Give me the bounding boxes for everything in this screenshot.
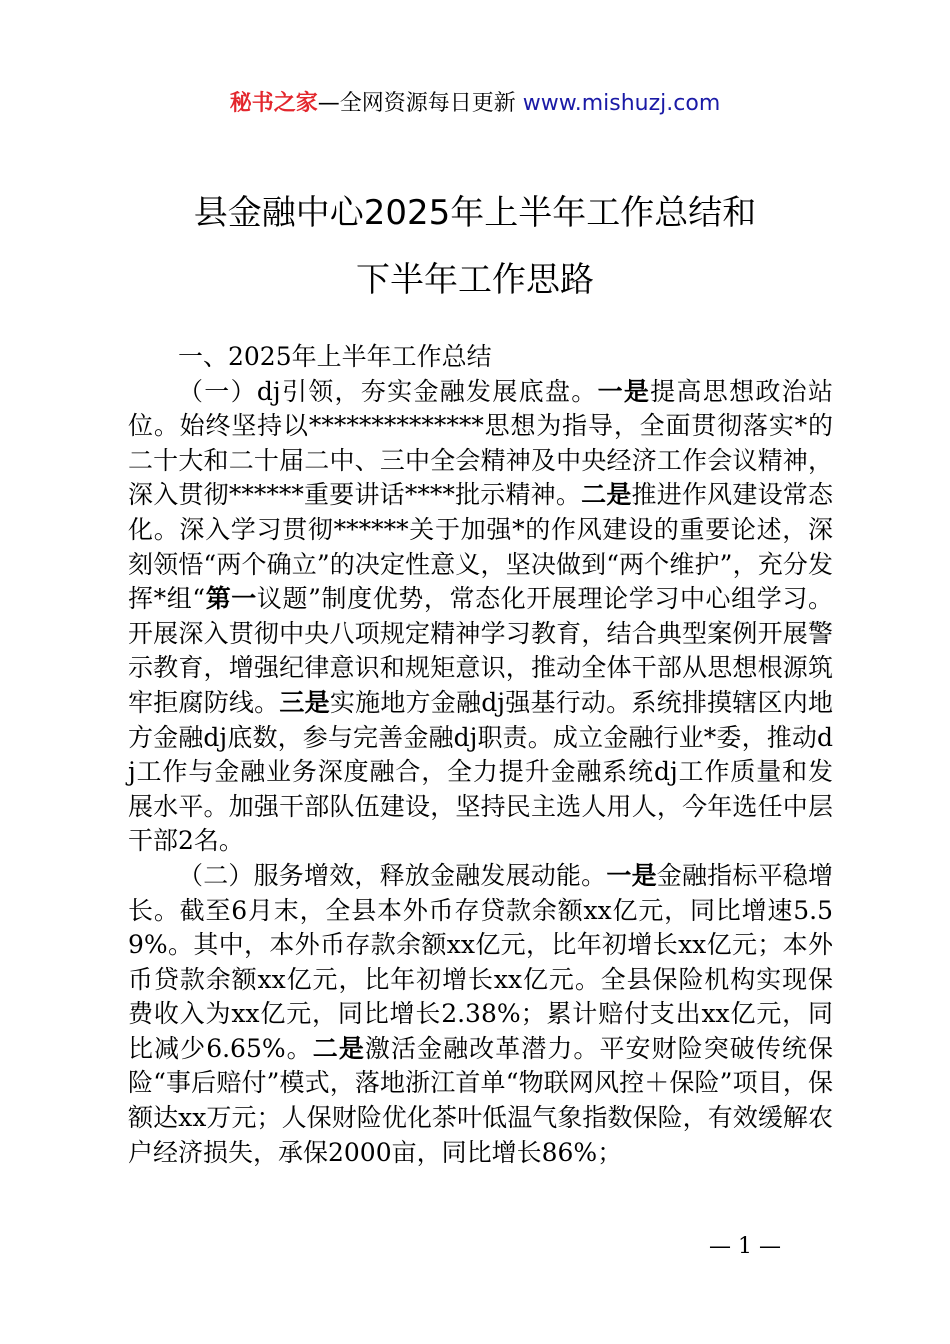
paragraph-2-lead: （二）服务增效，释放金融发展动能。 <box>178 860 607 890</box>
paragraph-1-point-2-emphasis: 第一 <box>205 584 257 614</box>
paragraph-2-point-1-label: 一是 <box>606 860 657 890</box>
site-banner <box>0 88 950 120</box>
paragraph-1-point-3-label: 三是 <box>279 687 330 717</box>
banner-tagline: —全网资源每日更新 <box>317 91 523 116</box>
paragraph-1-point-3-text: 实施地方金融dj强基行动。系统排摸辖区内地方金融dj底数，参与完善金融dj职责。成立金融行业*委，推动dj工作与金融业务深度融合，全力提升金融系统dj工作质量和发展水平。加强干部队伍建设，坚持民主选人用人，今年选任中层干部2名。 <box>128 687 833 856</box>
paragraph-1-point-2-text-a: 推进作风建设常态化。深入学习贯彻******关于加强*的作风建设的重要论述，深刻领悟“两个确立”的决定性意义，坚决做到“两个维护”，充分发挥*组“ <box>128 480 833 614</box>
paragraph-2 <box>128 859 833 1170</box>
page-number: — 1 — <box>709 1234 781 1259</box>
document-body <box>128 340 833 1170</box>
paragraph-1 <box>128 375 833 859</box>
paragraph-1-point-2-text-b: 议题”制度优势，常态化开展理论学习中心组学习。开展深入贯彻中央八项规定精神学习教育，结合典型案例开展警示教育，增强纪律意识和规矩意识，推动全体干部从思想根源筑牢拒腐防线。 <box>128 584 833 717</box>
section-heading: 一、2025年上半年工作总结 <box>178 342 492 371</box>
banner-url-link[interactable]: www.mishuzj.com <box>522 91 721 116</box>
paragraph-1-point-1-label: 一是 <box>597 376 651 406</box>
document-title-line-2: 下半年工作思路 <box>356 260 594 300</box>
paragraph-1-point-2-label: 二是 <box>581 480 632 510</box>
paragraph-1-point-1-text: 提高思想政治站位。始终坚持以**************思想为指导，全面贯彻落实*的二十大和二十届二中、三中全会精神及中央经济工作会议精神，深入贯彻******重要讲话****批示精神。 <box>128 376 833 510</box>
paragraph-1-lead: （一）dj引领，夯实金融发展底盘。 <box>178 376 598 406</box>
banner-brand: 秘书之家 <box>229 91 318 116</box>
paragraph-2-point-1-text: 金融指标平稳增长。截至6月末，全县本外币存贷款余额xx亿元，同比增速5.59%。其中，本外币存款余额xx亿元，比年初增长xx亿元；本外币贷款余额xx亿元，比年初增长xx亿元。全县保险机构实现保费收入为xx亿元，同比增长2.38%；累计赔付支出xx亿元，同比减少6.65%。 <box>128 860 833 1063</box>
document-title-line-1: 县金融中心2025年上半年工作总结和 <box>193 193 757 233</box>
paragraph-2-point-2-text: 激活金融改革潜力。平安财险突破传统保险“事后赔付”模式，落地浙江首单“物联网风控＋保险”项目，保额达xx万元；人保财险优化茶叶低温气象指数保险，有效缓解农户经济损失，承保2000亩，同比增长86%； <box>128 1033 833 1167</box>
paragraph-2-point-2-label: 二是 <box>312 1033 365 1063</box>
